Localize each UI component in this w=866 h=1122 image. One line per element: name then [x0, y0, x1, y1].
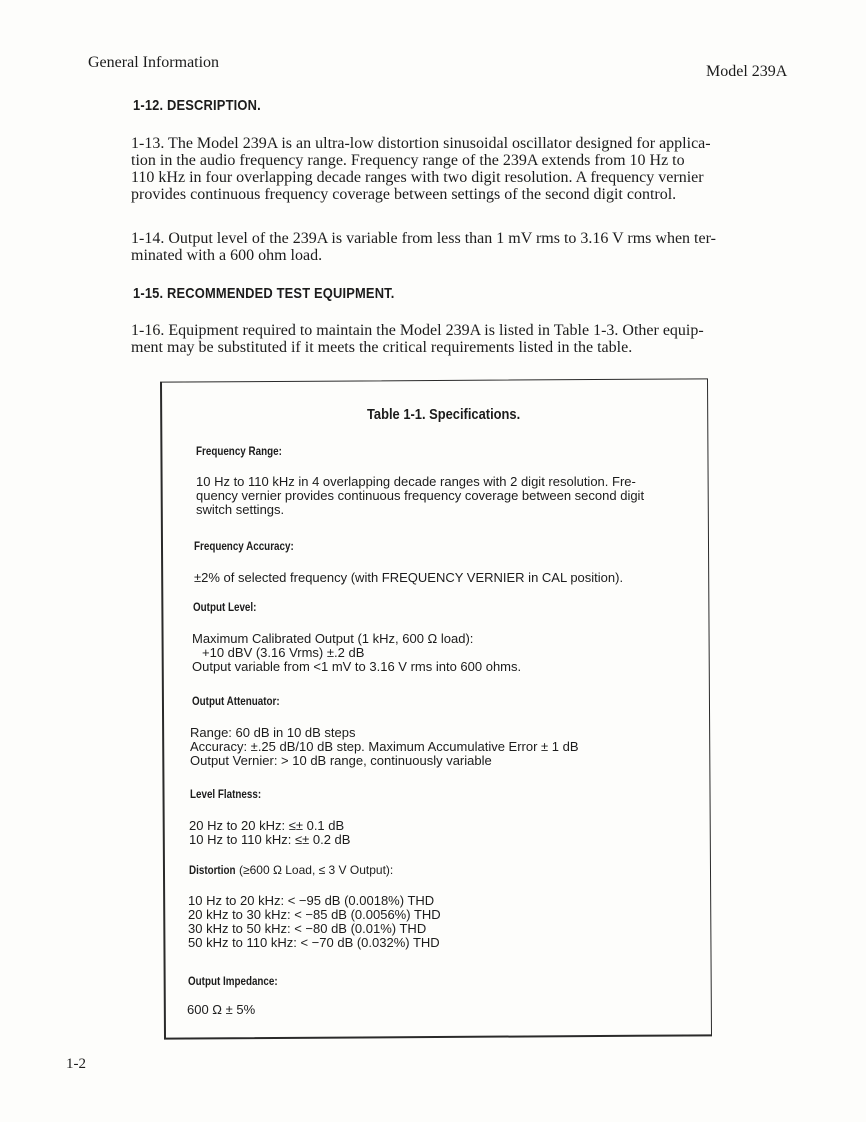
spec-label-output-level [193, 600, 256, 614]
spec-line: 30 kHz to 50 kHz: < −80 dB (0.01%) THD [188, 921, 427, 936]
paragraph-line: 1-14. Output level of the 239A is variable from less than 1 mV rms to 3.16 V rms when ter- [131, 230, 716, 247]
spec-label-level-flatness [190, 787, 261, 801]
spec-line: 50 kHz to 110 kHz: < −70 dB (0.032%) THD [188, 935, 440, 950]
section-heading-description: 1-12. DESCRIPTION. [133, 97, 261, 114]
paragraph-line: ment may be substituted if it meets the critical requirements listed in the table. [131, 339, 633, 356]
spec-line: quency vernier provides continuous frequency coverage between second digit [196, 488, 645, 503]
spec-label-frequency-accuracy [194, 539, 294, 553]
paragraph-1-13 [131, 135, 739, 203]
spec-line: Maximum Calibrated Output (1 kHz, 600 Ω load): [192, 631, 474, 646]
spec-value-output-impedance [187, 1003, 255, 1017]
spec-label-text: Frequency Accuracy: [194, 539, 294, 553]
spec-line: Accuracy: ±.25 dB/10 dB step. Maximum Accumulative Error ± 1 dB [190, 739, 579, 754]
paragraph-1-14 [131, 230, 739, 264]
spec-line: 10 Hz to 110 kHz in 4 overlapping decade ranges with 2 digit resolution. Fre- [196, 474, 636, 489]
paragraph-line: 1-13. The Model 239A is an ultra-low distortion sinusoidal oscillator designed for applica- [131, 135, 711, 152]
spec-line: +10 dBV (3.16 Vrms) ±.2 dB [202, 645, 365, 660]
spec-label-output-impedance [188, 974, 278, 988]
spec-line: 10 Hz to 110 kHz: ≤± 0.2 dB [189, 832, 351, 847]
spec-line: Range: 60 dB in 10 dB steps [190, 725, 356, 740]
spec-label-output-attenuator [192, 694, 280, 708]
paragraph-1-16 [131, 322, 739, 356]
spec-line: switch settings. [196, 502, 285, 517]
spec-line: ±2% of selected frequency (with FREQUENCY VERNIER in CAL position). [194, 570, 624, 585]
running-header-left: General Information [88, 54, 220, 71]
spec-line: 600 Ω ± 5% [187, 1002, 256, 1017]
spec-label-frequency-range [196, 444, 282, 458]
spec-line: Output Vernier: > 10 dB range, continuously variable [190, 753, 492, 768]
spec-value-distortion [188, 894, 441, 950]
spec-label-text: Frequency Range: [196, 444, 282, 458]
spec-value-frequency-accuracy [194, 571, 623, 585]
spec-label-condition: (≥600 Ω Load, ≤ 3 V Output): [239, 863, 394, 877]
spec-line: Output variable from <1 mV to 3.16 V rms into 600 ohms. [192, 659, 522, 674]
spec-label-text: Output Level: [193, 600, 257, 614]
spec-line: 20 Hz to 20 kHz: ≤± 0.1 dB [189, 818, 345, 833]
spec-line: 10 Hz to 20 kHz: < −95 dB (0.0018%) THD [188, 893, 435, 908]
section-heading-test-equipment: 1-15. RECOMMENDED TEST EQUIPMENT. [133, 285, 395, 302]
paragraph-line: minated with a 600 ohm load. [131, 247, 323, 264]
spec-value-frequency-range [196, 475, 644, 517]
spec-label-text: Output Attenuator: [192, 694, 280, 708]
paragraph-line: provides continuous frequency coverage between settings of the second digit control. [131, 186, 677, 203]
spec-value-output-attenuator [190, 726, 579, 768]
table-caption: Table 1-1. Specifications. [367, 406, 521, 423]
running-header-right: Model 239A [706, 63, 788, 80]
spec-label-text: Level Flatness: [190, 787, 262, 801]
spec-value-output-level [192, 632, 521, 674]
spec-label-text: Output Impedance: [188, 974, 278, 988]
page-number: 1-2 [66, 1056, 86, 1072]
paragraph-line: tion in the audio frequency range. Frequency range of the 239A extends from 10 Hz to [131, 152, 685, 169]
paragraph-line: 1-16. Equipment required to maintain the Model 239A is listed in Table 1-3. Other equip- [131, 322, 704, 339]
paragraph-line: 110 kHz in four overlapping decade ranges with two digit resolution. A frequency vernier [131, 169, 704, 186]
spec-value-level-flatness [189, 819, 350, 847]
spec-label-text: Distortion [189, 863, 236, 877]
spec-label-distortion [189, 863, 393, 877]
spec-line: 20 kHz to 30 kHz: < −85 dB (0.0056%) THD [188, 907, 441, 922]
